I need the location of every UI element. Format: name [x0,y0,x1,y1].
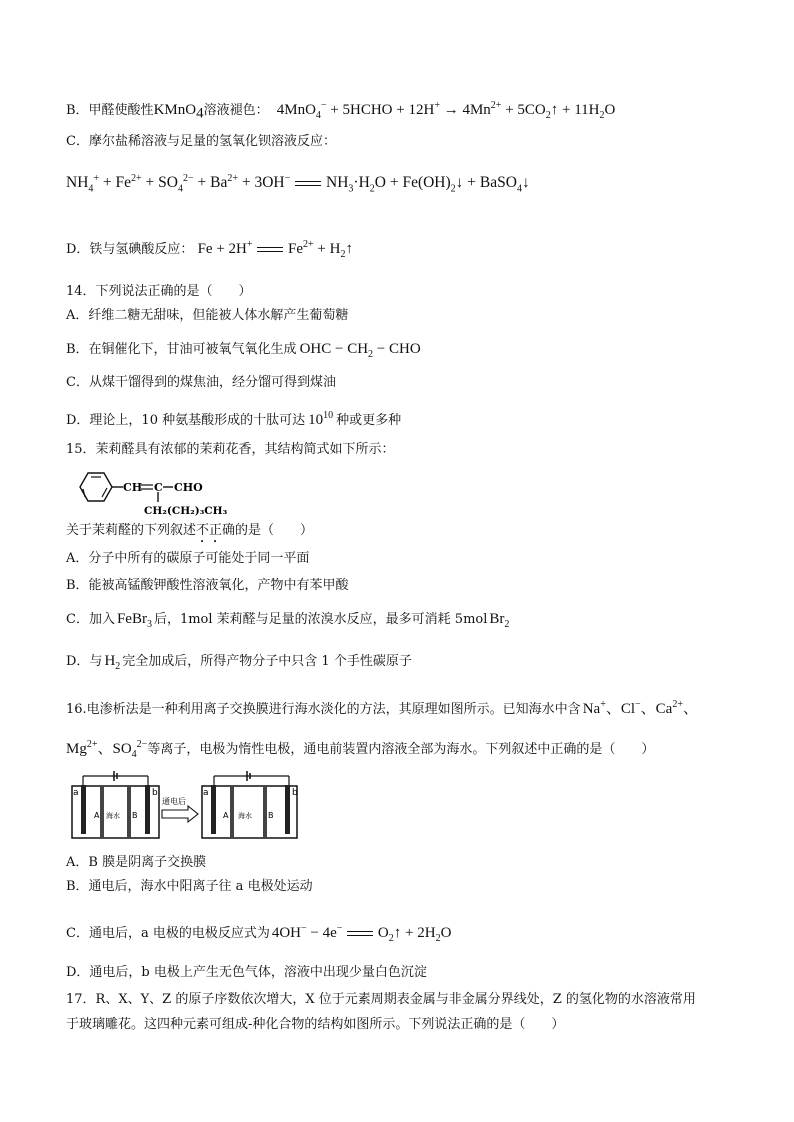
fig-right-A: A [223,811,229,820]
electrodialysis-figure [70,768,310,843]
q15-option-c: C．加入 FeBr$_3$ 后，1mol 茉莉醛与足量的浓溴水反应，最多可消耗 5mol $Br_2$ [66,611,510,630]
fig-left-seawater: 海水 [106,812,120,820]
fig-left-a: a [73,788,79,798]
fig-left-b: b [152,788,158,798]
struct-chain: CH₂(CH₂)₃CH₃ [144,505,228,516]
fig-left-A: A [94,811,100,820]
fig-right-b: b [292,788,298,798]
q13-option-b: B．甲醛使酸性KMnO$_4$溶液褪色： 4MnO$_4$− + 5HCHO + $12H^+ \to 4Mn^{2+}$ + $5CO_2↑ + 11H_2O$ [66,100,616,122]
q15-stem: 15．茉莉醛具有浓郁的茉莉花香，其结构简式如下所示： [66,442,395,457]
fig-right-seawater: 海水 [238,812,252,820]
q14-stem: 14．下列说法正确的是（ ） [66,284,252,299]
struct-ch: CH [123,481,143,494]
q14-option-a: A．纤维二糖无甜味，但能被人体水解产生葡萄糖 [66,308,349,323]
q17-stem-line1: 17．R、X、Y、Z 的原子序数依次增大，X 位于元素周期表金属与非金属分界线处，Z 的氢化物的水溶液常用 [66,992,696,1007]
q13-option-d: D．铁与氢碘酸反应： Fe + 2H+ $Fe^{2+}$ + $H_2↑$ [66,239,353,260]
fig-left-B: B [132,811,138,820]
q15-option-b: B．能被高锰酸钾酸性溶液氧化，产物中有苯甲酸 [66,578,349,593]
q14-option-b: B．在铜催化下，甘油可被氧气氧化生成 OHC − $CH_2$ − CHO [66,341,421,360]
jasminaldehyde-structure [66,466,266,516]
q14-option-c: C．从煤干馏得到的煤焦油，经分馏可得到煤油 [66,375,336,390]
struct-cho: CHO [174,481,203,494]
fig-right-a: a [203,788,209,798]
q16-option-c: C．通电后，a 电极的电极反应式为 4OH− − 4e− $O_2↑ + 2H_2O$ [66,923,452,944]
q13-option-c: C．摩尔盐稀溶液与足量的氢氧化钡溶液反应： [66,134,336,149]
fig-arrow-label: 通电后 [162,797,186,806]
q15-question: 关于茉莉醛的下列叙述不正确的是（ ） [66,523,314,538]
q14-option-d: D．理论上，10 种氨基酸形成的十肽可达 $10^{10}$ 种或更多种 [66,410,402,428]
q16-stem-line1: 16.电渗析法是一种利用离子交换膜进行海水淡化的方法，其原理如图所示。已知海水中含 Na+、Cl−、$Ca^{2+}$、 [66,699,698,717]
q16-stem-line2: $Mg^{2+}$、$SO_4^{2-}$等离子，电极为惰性电极，通电前装置内溶液全部为海水。下列叙述中正确的是（ ） [66,739,655,760]
q15-option-d: D．与 $H_2$ 完全加成后，所得产物分子中只含 1 个手性碳原子 [66,653,412,672]
q13-option-c-equation: $NH_4^+ + Fe^{2+} + SO_4^{2-} + Ba^{2+} + 3OH^-$ $NH_3\cdot H_2O$ + $Fe(OH)_2↓$ + BaSO$_4$↓ [66,173,530,195]
q17-stem-line2: 于玻璃雕花。这四种元素可组成-种化合物的结构如图所示。下列说法正确的是（ ） [66,1017,565,1032]
q16-option-d: D．通电后，b 电极上产生无色气体，溶液中出现少量白色沉淀 [66,965,427,980]
q16-option-a: A．B 膜是阴离子交换膜 [66,855,207,870]
q16-option-b: B．通电后，海水中阳离子往 a 电极处运动 [66,879,313,894]
q15-option-a: A．分子中所有的碳原子可能处于同一平面 [66,551,310,566]
struct-c: C [154,481,163,494]
fig-right-B: B [268,811,274,820]
